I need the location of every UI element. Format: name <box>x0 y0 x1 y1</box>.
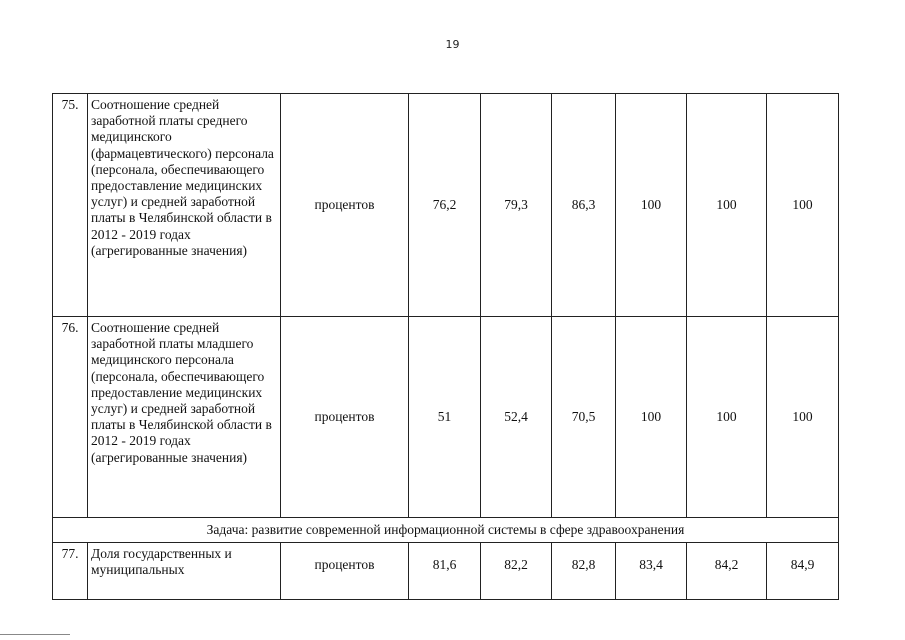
page-number: 19 <box>445 38 460 51</box>
value-cell: 81,6 <box>409 543 481 600</box>
unit-cell: процентов <box>281 317 409 518</box>
row-number: 75. <box>53 94 88 317</box>
indicator-name: Доля государственных и муниципальных <box>88 543 281 600</box>
value-cell: 84,2 <box>687 543 767 600</box>
table-row <box>53 317 839 518</box>
value-cell: 86,3 <box>552 94 616 317</box>
value-cell: 84,9 <box>767 543 839 600</box>
value-cell: 52,4 <box>481 317 552 518</box>
task-row <box>53 518 839 543</box>
unit-cell: процентов <box>281 94 409 317</box>
row-number: 76. <box>53 317 88 518</box>
value-cell: 100 <box>687 94 767 317</box>
scan-edge-line <box>0 634 70 635</box>
value-cell: 100 <box>767 317 839 518</box>
table-row <box>53 543 839 600</box>
value-cell: 83,4 <box>616 543 687 600</box>
value-cell: 100 <box>767 94 839 317</box>
unit-cell: процентов <box>281 543 409 600</box>
value-cell: 70,5 <box>552 317 616 518</box>
indicators-table <box>52 93 839 600</box>
indicator-name: Соотношение средней заработной платы младшего медицинского персонала (персонала, обеспечивающего предоставление медицинских услуг) и средней заработной платы в Челябинской области в 2012 - 2019 годах (агрегированные значения) <box>88 317 281 518</box>
task-heading: Задача: развитие современной информационной системы в сфере здравоохранения <box>53 518 839 543</box>
value-cell: 79,3 <box>481 94 552 317</box>
value-cell: 76,2 <box>409 94 481 317</box>
table-row <box>53 94 839 317</box>
value-cell: 100 <box>616 317 687 518</box>
value-cell: 51 <box>409 317 481 518</box>
indicator-name: Соотношение средней заработной платы среднего медицинского (фармацевтического) персонала (персонала, обеспечивающего предоставление медицинских услуг) и средней заработной платы в Челябинской области в 2012 - 2019 годах (агрегированные значения) <box>88 94 281 317</box>
value-cell: 82,8 <box>552 543 616 600</box>
row-number: 77. <box>53 543 88 600</box>
value-cell: 82,2 <box>481 543 552 600</box>
value-cell: 100 <box>687 317 767 518</box>
value-cell: 100 <box>616 94 687 317</box>
